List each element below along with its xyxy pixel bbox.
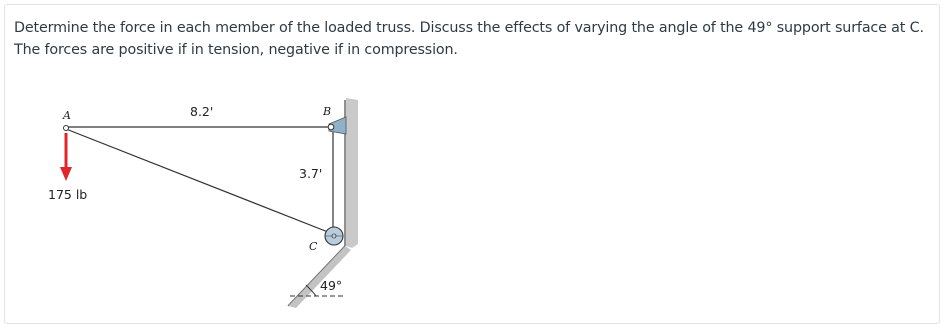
angle-label: 49° [320, 278, 343, 293]
load-label: 175 lb [48, 187, 88, 202]
load-arrow [60, 133, 72, 181]
roller-support-c [325, 227, 343, 245]
wall-support [288, 98, 358, 308]
dimension-bc: 3.7' [299, 166, 323, 181]
problem-statement: Determine the force in each member of the loaded truss. Discuss the effects of varying the angle of the 49° support surface at C. The forces are positive if in tension, negative if in compression. [14, 20, 924, 58]
dimension-ab: 8.2' [190, 104, 214, 119]
joint-a [64, 126, 69, 131]
label-point-c: C [309, 240, 318, 253]
label-point-a: A [63, 109, 71, 122]
member-ac [66, 129, 333, 234]
pin-support-b [328, 117, 346, 134]
label-point-b: B [323, 105, 332, 118]
